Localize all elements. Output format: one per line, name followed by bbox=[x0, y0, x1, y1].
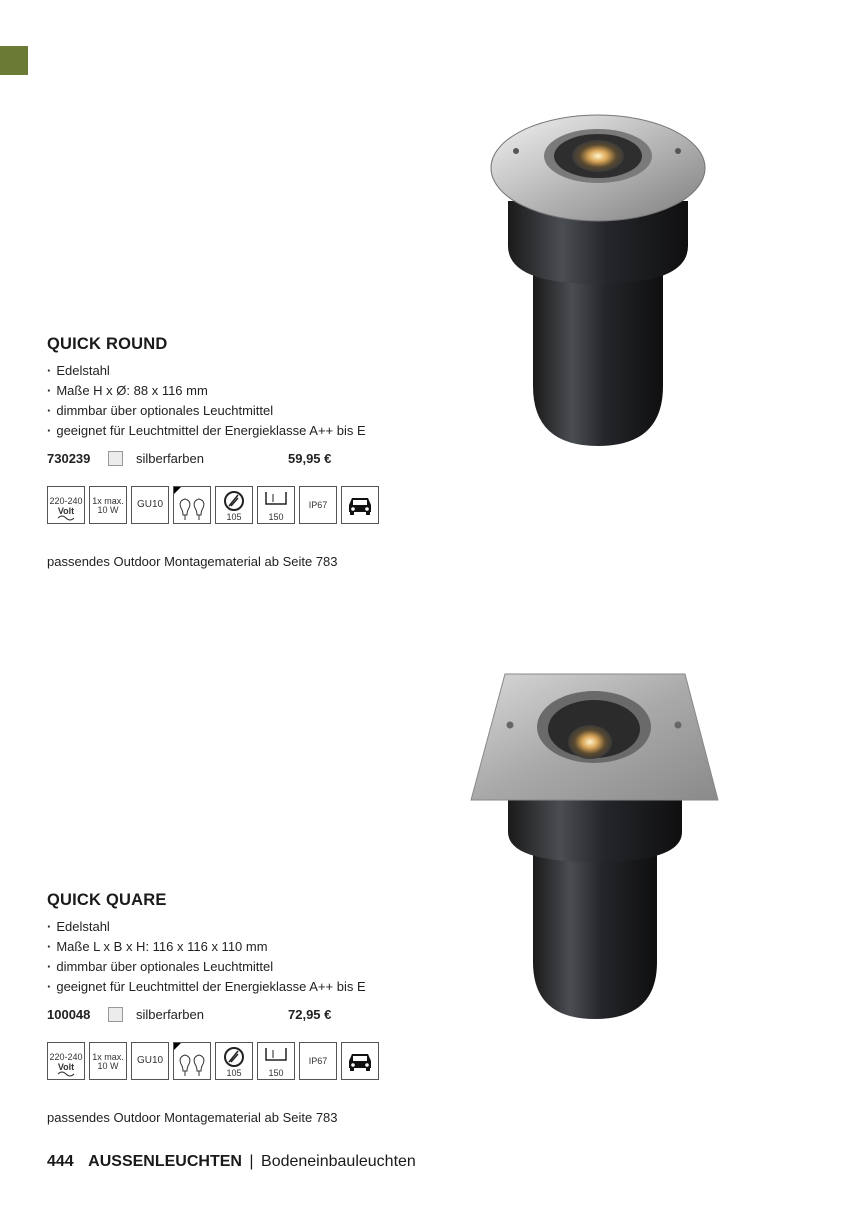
installation-depth-value: 150 bbox=[268, 1068, 284, 1078]
feature-item: · dimmbar über optionales Leuchtmittel bbox=[47, 401, 366, 421]
bulb-included-icon bbox=[173, 1042, 211, 1080]
mounting-material-note: passendes Outdoor Montagematerial ab Seite 783 bbox=[47, 554, 338, 569]
bulb-power-icon bbox=[89, 486, 127, 524]
voltage-icon bbox=[47, 1042, 85, 1080]
feature-item: · Maße H x Ø: 88 x 116 mm bbox=[47, 381, 366, 401]
page-number: 444 bbox=[47, 1153, 74, 1170]
chapter-tab-marker bbox=[0, 46, 28, 75]
car-drive-over-icon bbox=[341, 1042, 379, 1080]
voltage-range-label: 220-240 bbox=[49, 496, 83, 506]
product-title: QUICK ROUND bbox=[47, 335, 168, 353]
beam-angle-icon bbox=[215, 1042, 253, 1080]
price: 72,95 € bbox=[288, 1007, 332, 1022]
quick-square-product-image bbox=[468, 672, 722, 1022]
feature-list bbox=[47, 917, 366, 997]
beam-angle-value: 105 bbox=[226, 512, 242, 522]
feature-item: · geeignet für Leuchtmittel der Energieklasse A++ bis E bbox=[47, 977, 366, 997]
ip-rating-label: IP67 bbox=[308, 1056, 328, 1066]
installation-depth-value: 150 bbox=[268, 512, 284, 522]
installation-depth-icon bbox=[257, 486, 295, 524]
color-name: silberfarben bbox=[136, 451, 204, 466]
socket-label: GU10 bbox=[136, 1055, 164, 1066]
product-title: QUICK QUARE bbox=[47, 891, 167, 909]
quick-round-product-image bbox=[488, 106, 710, 446]
bulb-included-icon bbox=[173, 486, 211, 524]
bulb-wattage-label: 10 W bbox=[97, 1061, 119, 1071]
color-swatch bbox=[108, 1007, 123, 1022]
article-number: 730239 bbox=[47, 451, 91, 466]
product-quick-round bbox=[47, 334, 447, 569]
section-title: AUSSENLEUCHTEN bbox=[88, 1153, 242, 1170]
feature-item: · Edelstahl bbox=[47, 361, 366, 381]
feature-item: · Edelstahl bbox=[47, 917, 366, 937]
footer-separator: | bbox=[249, 1153, 254, 1170]
subsection-title: Bodeneinbauleuchten bbox=[261, 1153, 416, 1170]
color-swatch bbox=[108, 451, 123, 466]
voltage-icon bbox=[47, 486, 85, 524]
order-row bbox=[47, 450, 347, 470]
feature-item: · Maße L x B x H: 116 x 116 x 110 mm bbox=[47, 937, 366, 957]
bulb-power-icon bbox=[89, 1042, 127, 1080]
article-number: 100048 bbox=[47, 1007, 91, 1022]
bulb-count-label: 1x max. bbox=[92, 496, 124, 506]
installation-depth-icon bbox=[257, 1042, 295, 1080]
socket-icon bbox=[131, 1042, 169, 1080]
product-quick-square bbox=[47, 890, 447, 1125]
voltage-unit-label: Volt bbox=[57, 506, 75, 516]
ip-rating-icon bbox=[299, 486, 337, 524]
socket-icon bbox=[131, 486, 169, 524]
feature-item: · dimmbar über optionales Leuchtmittel bbox=[47, 957, 366, 977]
beam-angle-icon bbox=[215, 486, 253, 524]
ip-rating-label: IP67 bbox=[308, 500, 328, 510]
order-row bbox=[47, 1006, 347, 1026]
bulb-wattage-label: 10 W bbox=[97, 505, 119, 515]
bulb-count-label: 1x max. bbox=[92, 1052, 124, 1062]
color-name: silberfarben bbox=[136, 1007, 204, 1022]
feature-list bbox=[47, 361, 366, 441]
beam-angle-value: 105 bbox=[226, 1068, 242, 1078]
voltage-range-label: 220-240 bbox=[49, 1052, 83, 1062]
car-drive-over-icon bbox=[341, 486, 379, 524]
page-footer bbox=[47, 1153, 416, 1171]
socket-label: GU10 bbox=[136, 499, 164, 510]
price: 59,95 € bbox=[288, 451, 332, 466]
ip-rating-icon bbox=[299, 1042, 337, 1080]
mounting-material-note: passendes Outdoor Montagematerial ab Seite 783 bbox=[47, 1110, 338, 1125]
feature-item: · geeignet für Leuchtmittel der Energieklasse A++ bis E bbox=[47, 421, 366, 441]
voltage-unit-label: Volt bbox=[57, 1062, 75, 1072]
